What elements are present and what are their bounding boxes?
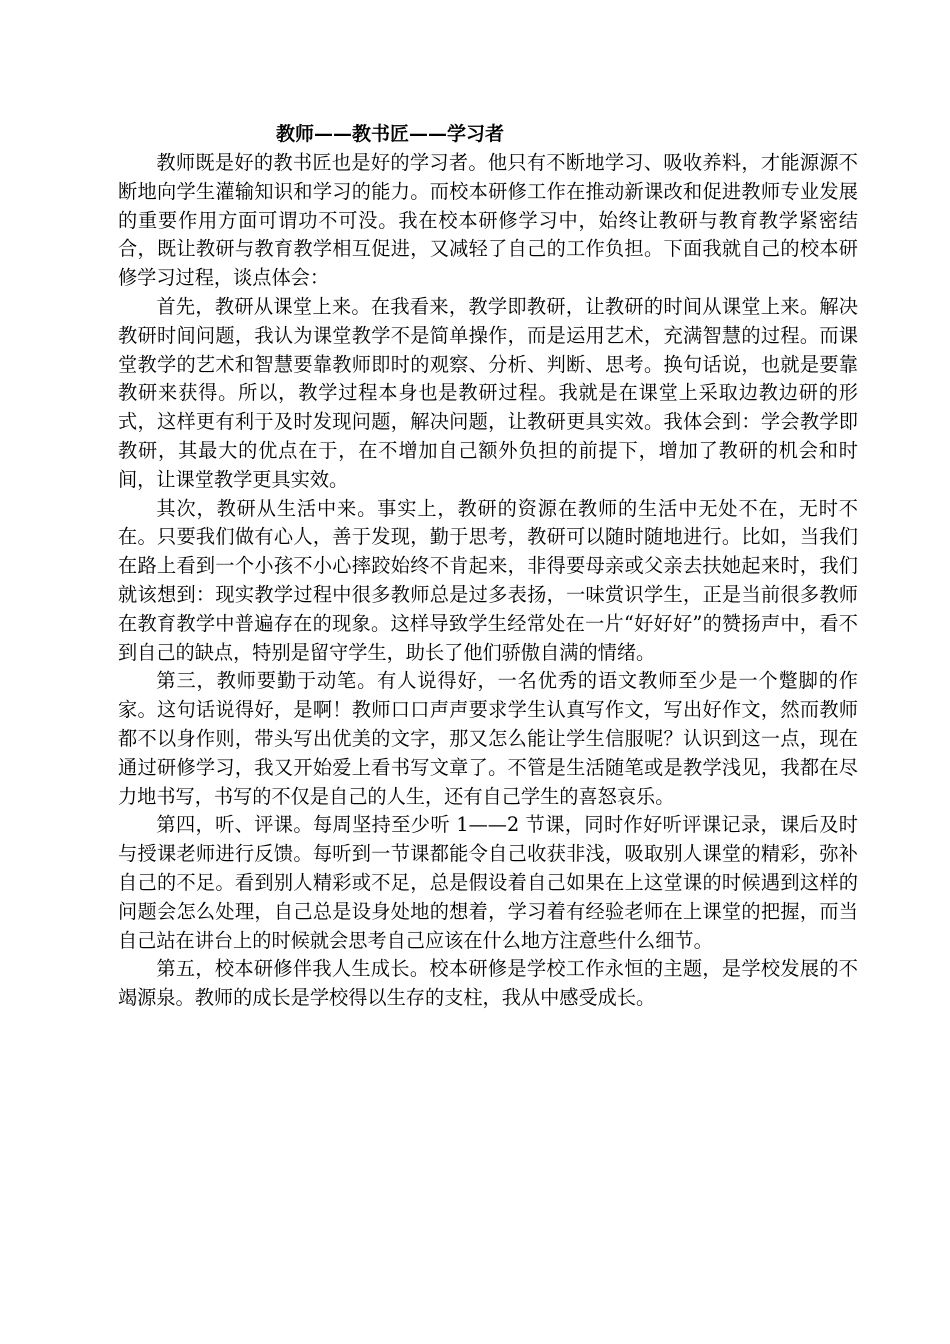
paragraph-third-point: 第三，教师要勤于动笔。有人说得好，一名优秀的语文教师至少是一个蹩脚的作家。这句话说得好，是啊！教师口口声声要求学生认真写作文，写出好作文，然而教师都不以身作则，带头写出优美的文字，那又怎么能让学生信服呢？认识到这一点，现在通过研修学习，我又开始爱上看书写文章了。不管是生活随笔或是教学浅见，我都在尽力地书写，书写的不仅是自己的人生，还有自己学生的喜怒哀乐。 — [118, 669, 858, 808]
paragraph-fourth-point: 第四，听、评课。每周坚持至少听 1——2 节课，同时作好听评课记录，课后及时与授课老师进行反馈。每听到一节课都能令自己收获非浅，吸取别人课堂的精彩，弥补自己的不足。看到别人精彩或不足，总是假设着自己如果在上这堂课的时候遇到这样的问题会怎么处理，自己总是设身处地的想着，学习着有经验老师在上课堂的把握，而当自己站在讲台上的时候就会思考自己应该在什么地方注意些什么细节。 — [118, 813, 858, 952]
paragraph-second-point: 其次，教研从生活中来。事实上，教研的资源在教师的生活中无处不在，无时不在。只要我们做有心人，善于发现，勤于思考，教研可以随时随地进行。比如，当我们在路上看到一个小孩不小心摔跤始终不肯起来，非得要母亲或父亲去扶她起来时，我们就该想到：现实教学过程中很多教师总是过多表扬，一味赏识学生，正是当前很多教师在教育教学中普遍存在的现象。这样导致学生经常处在一片“好好好”的赞扬声中，看不到自己的缺点，特别是留守学生，助长了他们骄傲自满的情绪。 — [118, 496, 858, 664]
paragraph-first-point: 首先，教研从课堂上来。在我看来，教学即教研，让教研的时间从课堂上来。解决教研时间问题，我认为课堂教学不是简单操作，而是运用艺术，充满智慧的过程。而课堂教学的艺术和智慧要靠教师即时的观察、分析、判断、思考。换句话说，也就是要靠教研来获得。所以，教学过程本身也是教研过程。我就是在课堂上采取边教边研的形式，这样更有利于及时发现问题，解决问题，让教研更具实效。我体会到：学会教学即教研，其最大的优点在于，在不增加自己额外负担的前提下，增加了教研的机会和时间，让课堂教学更具实效。 — [118, 294, 858, 491]
paragraph-fifth-point: 第五，校本研修伴我人生成长。校本研修是学校工作永恒的主题，是学校发展的不竭源泉。教师的成长是学校得以生存的支柱，我从中感受成长。 — [118, 957, 858, 1010]
document-title: 教师——教书匠——学习者 — [276, 123, 505, 145]
document-body — [118, 119, 858, 1013]
paragraph-intro: 教师既是好的教书匠也是好的学习者。他只有不断地学习、吸收养料，才能源源不断地向学生灌输知识和学习的能力。而校本研修工作在推动新课改和促进教师专业发展的重要作用方面可谓功不可没。我在校本研修学习中，始终让教研与教育教学紧密结合，既让教研与教育教学相互促进，又减轻了自己的工作负担。下面我就自己的校本研修学习过程，谈点体会： — [118, 151, 858, 290]
